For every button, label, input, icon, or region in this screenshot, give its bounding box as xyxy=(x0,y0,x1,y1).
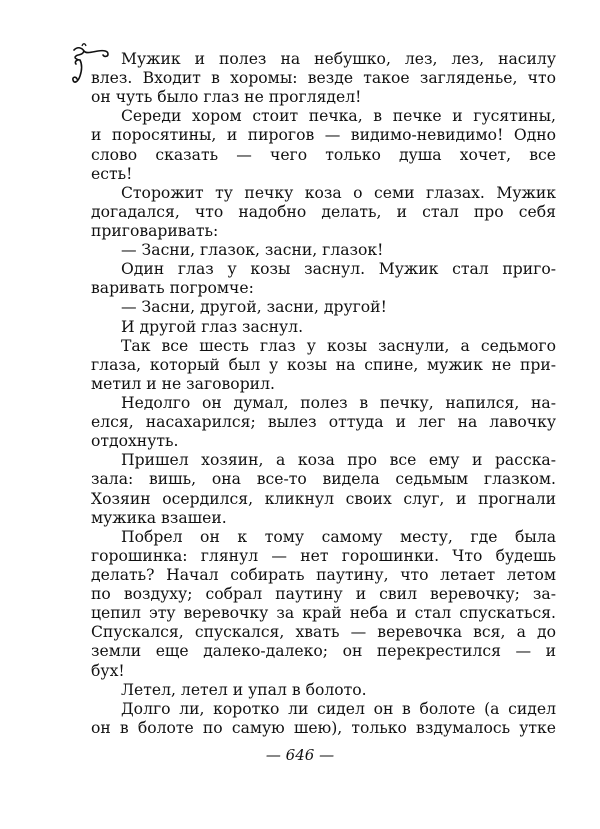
text-line: Сторожит ту печку коза о семи глазах. Мужик xyxy=(121,183,556,202)
text-line: приговаривать: xyxy=(91,221,219,240)
text-line: отдохнуть. xyxy=(91,432,179,451)
text-line: Недолго он думал, полез в печку, напился, на- xyxy=(121,393,556,412)
text-line: Мужик и полез на небушко, лез, лез, насилу xyxy=(121,50,556,68)
text-line: и поросятины, и пирогов — видимо-невидимо! Одно xyxy=(91,126,556,145)
text-line: Хозяин осердился, кликнул своих слуг, и прогнали xyxy=(91,489,556,508)
text-line: Один глаз у козы заснул. Мужик стал приго- xyxy=(121,260,556,279)
text-line: влез. Входит в хоромы: везде такое загляденье, что xyxy=(91,69,556,88)
page-text-body xyxy=(91,50,556,738)
text-line: делать? Начал собирать паутину, что летает летом xyxy=(91,565,556,584)
text-line: Середи хором стоит печка, в печке и гусятины, xyxy=(121,107,556,126)
text-line: горошинка: глянул — нет горошинки. Что будешь xyxy=(91,546,556,565)
text-line: земли еще далеко-далеко; он перекрестился — и xyxy=(91,642,556,661)
text-line: метил и не заговорил. xyxy=(91,374,275,393)
text-line: Спускался, спускался, хвать — веревочка вся, а до xyxy=(91,623,556,642)
text-line: мужика взашеи. xyxy=(91,508,227,527)
text-line: глаза, который был у козы на спине, мужик не при- xyxy=(91,355,556,374)
text-line: варивать погромче: xyxy=(91,279,254,298)
text-line: Долго ли, коротко ли сидел он в болоте (а сидел xyxy=(121,699,556,718)
text-line: И другой глаз заснул. xyxy=(121,317,304,336)
text-line: есть! xyxy=(91,164,133,183)
text-line: слово сказать — чего только душа хочет, все xyxy=(91,145,556,164)
text-line: — Засни, другой, засни, другой! xyxy=(121,298,387,317)
text-line: бух! xyxy=(91,661,125,680)
text-line: — Засни, глазок, засни, глазок! xyxy=(121,241,384,260)
text-line: зала: вишь, она все-то видела седьмым глазком. xyxy=(91,470,556,489)
page-number: — 646 — xyxy=(265,746,335,764)
text-line: Пришел хозяин, а коза про все ему и расска- xyxy=(121,451,556,470)
text-line: он в болоте по самую шею), только вздумалось утке xyxy=(91,718,556,737)
text-line: догадался, что надобно делать, и стал про себя xyxy=(91,202,556,221)
text-line: Летел, летел и упал в болото. xyxy=(121,680,367,699)
text-line: Побрел он к тому самому месту, где была xyxy=(121,527,556,546)
text-line: цепил эту веревочку за край неба и стал спускаться. xyxy=(91,604,556,623)
text-line: Так все шесть глаз у козы заснули, а седьмого xyxy=(121,336,556,355)
text-line: он чуть было глаз не проглядел! xyxy=(91,88,362,107)
text-line: по воздуху; собрал паутину и свил веревочку; за- xyxy=(91,585,556,604)
text-line: елся, насахарился; вылез оттуда и лег на лавочку xyxy=(91,413,556,432)
